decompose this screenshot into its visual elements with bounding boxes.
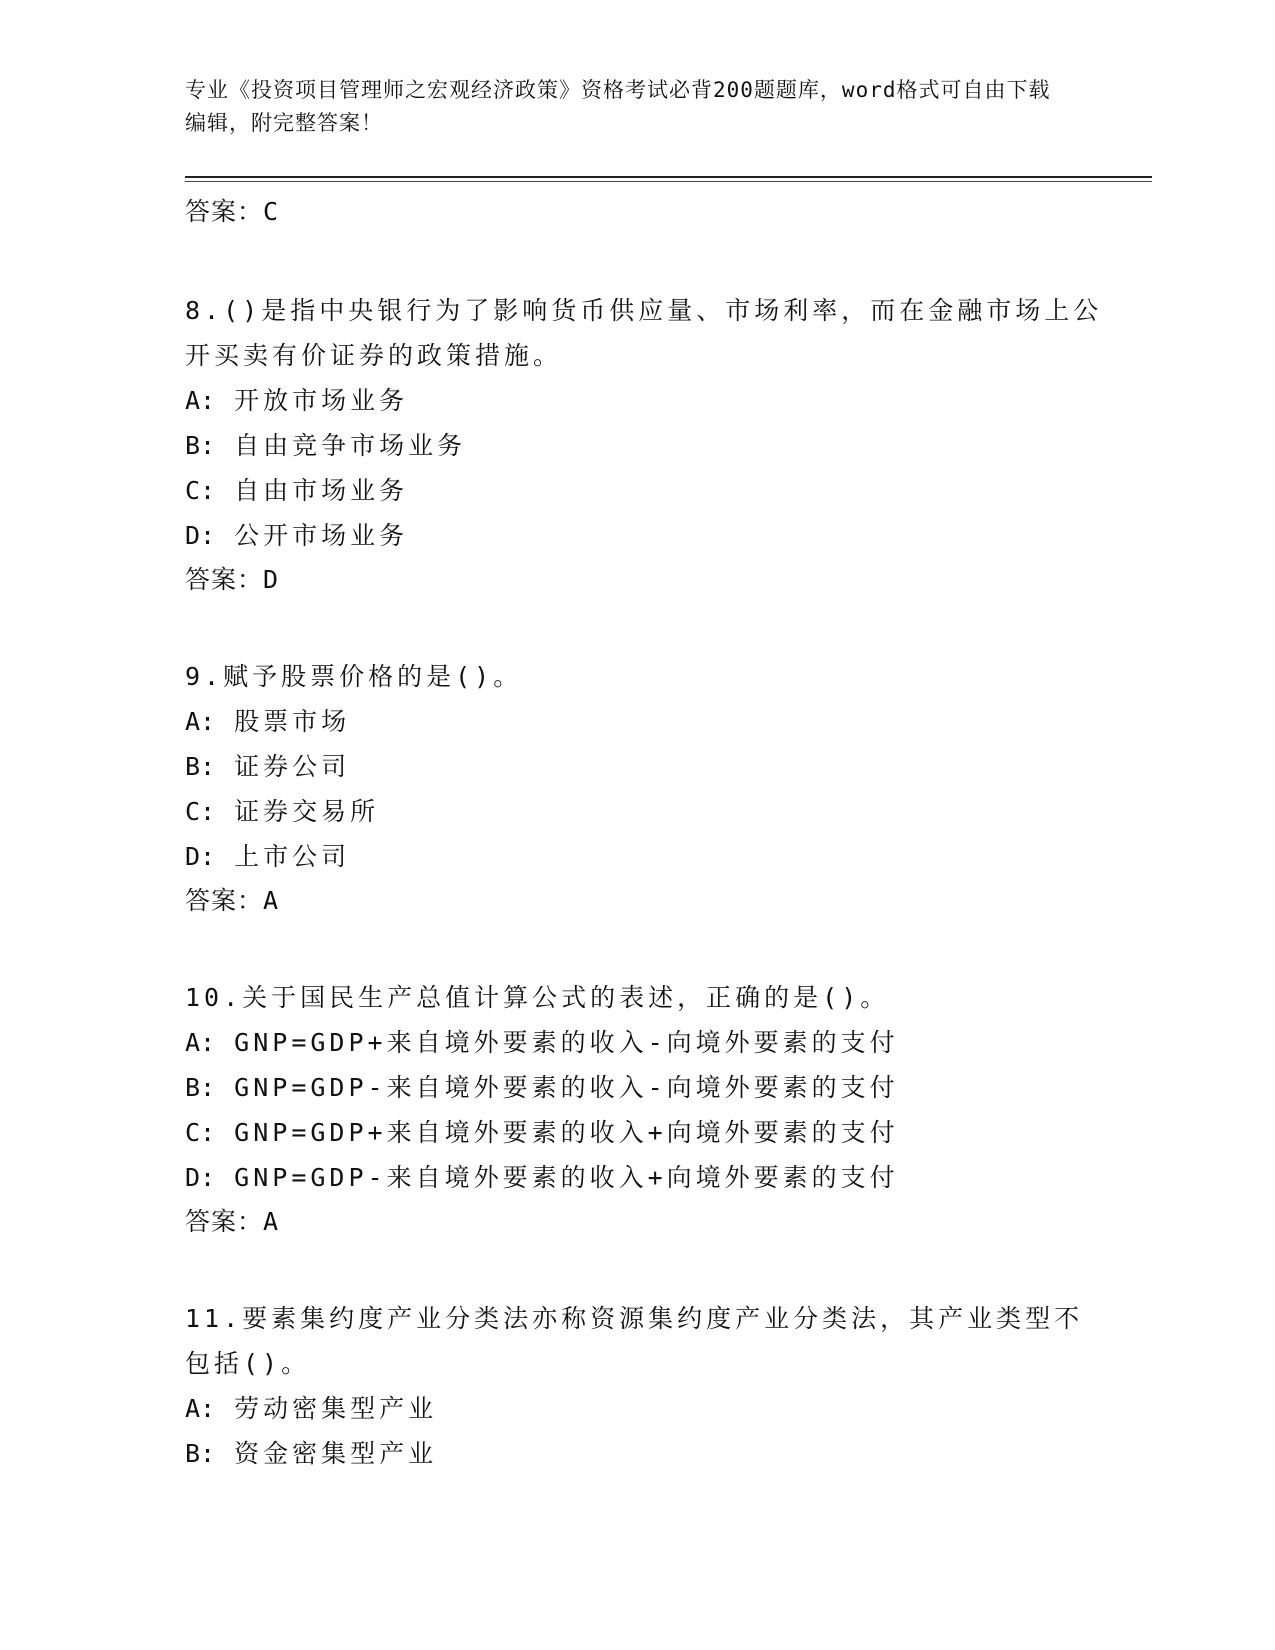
option-letter: D: (185, 1163, 216, 1192)
header-divider-thick (185, 176, 1152, 178)
option-text: 开放市场业务 (234, 386, 409, 415)
answer-label: 答案： (185, 886, 264, 915)
option-c (185, 789, 1105, 834)
option-letter: D: (185, 521, 216, 550)
option-text: 劳动密集型产业 (234, 1394, 438, 1423)
option-c (185, 468, 1105, 513)
option-a (185, 1020, 1105, 1065)
option-letter: A: (185, 386, 216, 415)
option-text: GNP=GDP-来自境外要素的收入-向境外要素的支付 (234, 1073, 899, 1102)
question-8 (185, 288, 1105, 598)
option-text: 公开市场业务 (234, 521, 409, 550)
question-stem: 8.()是指中央银行为了影响货币供应量、市场利率，而在金融市场上公开买卖有价证券的政策措施。 (185, 296, 1103, 370)
question-stem: 10.关于国民生产总值计算公式的表述，正确的是()。 (185, 983, 890, 1012)
answer-value: A (263, 1207, 280, 1236)
option-letter: D: (185, 842, 216, 871)
option-text: 股票市场 (234, 707, 351, 736)
question-11 (185, 1296, 1105, 1476)
option-letter: B: (185, 1439, 216, 1468)
option-letter: B: (185, 1073, 216, 1102)
option-a (185, 699, 1105, 744)
option-d (185, 513, 1105, 558)
option-letter: C: (185, 797, 216, 826)
answer-value: C (263, 197, 280, 226)
option-letter: C: (185, 1118, 216, 1147)
option-d (185, 834, 1105, 879)
option-d (185, 1155, 1105, 1200)
option-text: 证券交易所 (234, 797, 380, 826)
answer-label: 答案： (185, 565, 264, 594)
option-letter: A: (185, 1394, 216, 1423)
answer-line (185, 1204, 1105, 1240)
document-header: 专业《投资项目管理师之宏观经济政策》资格考试必背200题题库，word格式可自由下载编辑，附完整答案！ (185, 78, 1051, 135)
option-b (185, 423, 1105, 468)
answer-line (185, 883, 1105, 919)
option-letter: A: (185, 1028, 216, 1057)
option-text: 自由市场业务 (234, 476, 409, 505)
option-text: 资金密集型产业 (234, 1439, 438, 1468)
option-b (185, 1065, 1105, 1110)
option-text: 自由竞争市场业务 (234, 431, 467, 460)
option-letter: A: (185, 707, 216, 736)
option-b (185, 1431, 1105, 1476)
answer-label: 答案： (185, 1207, 264, 1236)
answer-value: D (263, 565, 280, 594)
question-list (185, 190, 1105, 1476)
question-9 (185, 654, 1105, 919)
question-stem: 9.赋予股票价格的是()。 (185, 662, 523, 691)
option-text: GNP=GDP-来自境外要素的收入+向境外要素的支付 (234, 1163, 899, 1192)
question-stem: 11.要素集约度产业分类法亦称资源集约度产业分类法，其产业类型不包括()。 (185, 1304, 1084, 1378)
answer-line-prev (185, 194, 1105, 230)
option-b (185, 744, 1105, 789)
option-a (185, 378, 1105, 423)
option-c (185, 1110, 1105, 1155)
option-letter: C: (185, 476, 216, 505)
answer-label: 答案： (185, 197, 264, 226)
answer-line (185, 562, 1105, 598)
option-letter: B: (185, 431, 216, 460)
header-divider-thin (185, 181, 1152, 182)
option-text: 上市公司 (234, 842, 351, 871)
question-10 (185, 975, 1105, 1240)
option-text: GNP=GDP+来自境外要素的收入+向境外要素的支付 (234, 1118, 899, 1147)
option-text: GNP=GDP+来自境外要素的收入-向境外要素的支付 (234, 1028, 899, 1057)
answer-value: A (263, 886, 280, 915)
option-text: 证券公司 (234, 752, 351, 781)
option-a (185, 1386, 1105, 1431)
option-letter: B: (185, 752, 216, 781)
